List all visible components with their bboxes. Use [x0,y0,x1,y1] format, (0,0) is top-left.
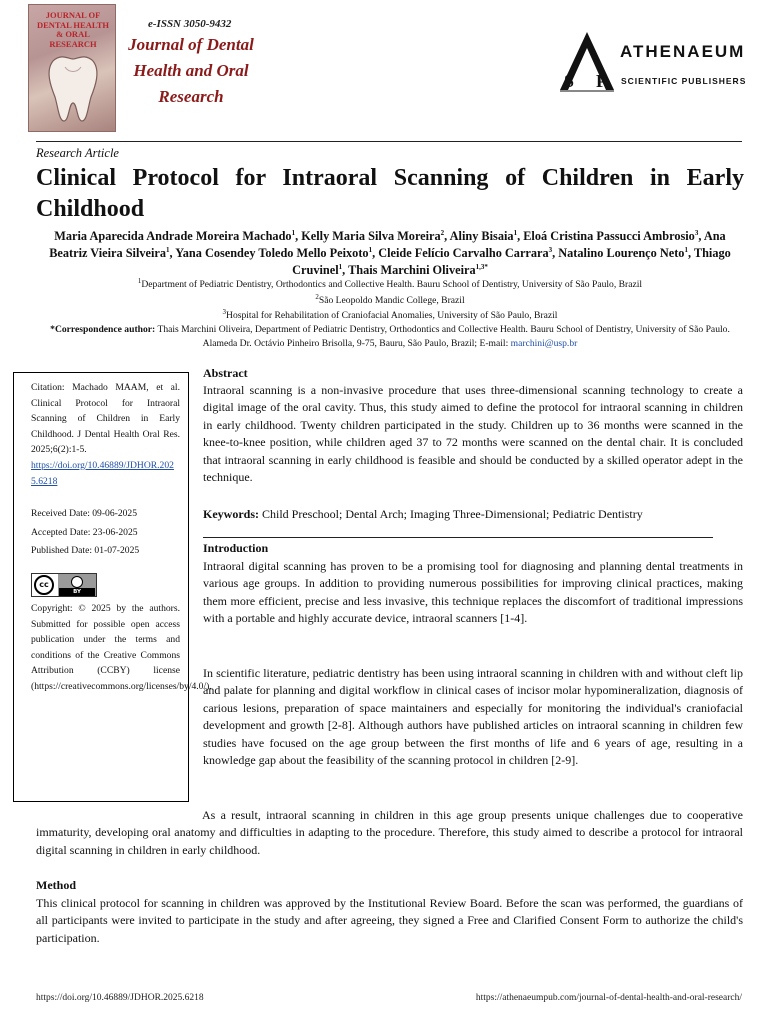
author-affiliation-sup: 1 [291,228,296,237]
dates-block [31,506,180,559]
person-icon [71,576,83,588]
author [348,263,488,277]
correspondence-email-link[interactable]: marchini@usp.br [510,338,578,349]
received-date: Received Date: 09-06-2025 [31,508,138,520]
author-affiliation-sup: 3 [548,245,553,254]
keywords-label: Keywords: [203,507,259,521]
cc-icon: cc [34,575,54,595]
journal-name-line: Research [158,87,224,106]
article-title: Clinical Protocol for Intraoral Scanning of Children in Early Childhood [36,165,744,222]
accepted-date: Accepted Date: 23-06-2025 [31,526,138,538]
svg-text:S: S [564,71,575,91]
author [175,246,372,260]
author-name: Thiago Cruvinel [292,246,731,277]
author-affiliation-sup: 1 [338,262,343,271]
journal-name-line: Health and Oral [133,61,249,80]
author-name: Yana Cosendey Toledo Mello Peixoto [175,246,369,260]
introduction-paragraph: Intraoral digital scanning has proven to be a promising tool for diagnosing and planning dental treatments in various age groups. In addition to providing numerous possibilities for improving clinical practices, making them more efficient, precise and less invasive, this technique replaces the discomfort of traditional impressions with a portable and highly accurate device, intraoral scanners [1-4]. [203,559,743,626]
author-affiliation-sup: 1 [513,228,518,237]
author-name: Aliny Bisaia [449,229,514,243]
author [523,229,698,243]
affiliation-sup: 2 [315,292,319,301]
author-affiliation-sup: 3 [694,228,699,237]
affiliation-text: São Leopoldo Mandic College, Brazil [318,295,465,306]
publisher-name: ATHENAEUM [620,42,746,61]
author [378,246,552,260]
cc-by-license-icon[interactable] [31,573,97,597]
author-affiliation-sup: 1 [166,245,170,254]
correspondence-text: Thais Marchini Oliveira, Department of Pediatric Dentistry, Orthodontics and Collective Health. Bauru School of Dentistry, University of São Paulo. Alameda Dr. Octávio Pinheiro Brisolla, 9-75, Bauru, São Paulo, Brazil; E-mail: [155,324,730,349]
author-affiliation-sup: 1 [684,245,688,254]
author-name: Maria Aparecida Andrade Moreira Machado [54,229,292,243]
correspondence-label: *Correspondence author: [50,324,156,335]
affiliation [36,294,744,307]
abstract-heading: Abstract [203,366,248,380]
keywords-divider [203,537,713,538]
affiliation [36,278,744,291]
author-list: Maria Aparecida Andrade Moreira Machado$^1$, Kelly Maria Silva Moreira$^2$, Aliny Bisaia$^1$, Eloá Cristina Passucci Ambrosio$^3$, Ana Beatriz Vieira Silveira$^1$, Yana Cosendey Toledo Mello Peixoto$^1$, Cleide Felício Carvalho Carrara$^3$, Natalino Lourenço Neto$^1$, Thiago Cruvinel$^1$, Thais Marchini Oliveira$^{1,3*}$ [49,228,731,277]
method-heading: Method [36,878,76,892]
publisher-subtitle: SCIENTIFIC PUBLISHERS [621,76,747,86]
affiliation-text: Department of Pediatric Dentistry, Orthodontics and Collective Health. Bauru School of Dentistry, University of São Paulo, Brazil [141,279,643,290]
cover-title: JOURNAL OF DENTAL HEALTH & ORAL RESEARCH [36,10,110,49]
affiliation [36,309,744,322]
footer-journal-link[interactable]: https://athenaeumpub.com/journal-of-dental-health-and-oral-research/ [475,993,742,1003]
method-paragraph: This clinical protocol for scanning in children was approved by the Institutional Review Board. Before the scan was performed, the guardians of all participants were invited to participate in the study and after agreeing, they signed a Free and Clarified Consent Form to authorize the child's participation. [36,896,743,945]
author-name: Natalino Lourenço Neto [558,246,685,260]
tooth-illustration [43,53,103,125]
author [450,229,517,243]
footer-doi-link[interactable]: https://doi.org/10.46889/JDHOR.2025.6218 [36,993,204,1003]
header-divider [36,141,742,142]
author-affiliation-sup: 1,3* [475,262,488,271]
copyright-text: Copyright: © 2025 by the authors. Submitted for possible open access publication under the terms and conditions of the Creative Commons Attribution (CCBY) license (https://creativecommons.org/licenses/by/4.0/). [31,602,212,692]
doi-link[interactable]: https://doi.org/10.46889/JDHOR.2025.6218 [31,459,174,487]
keywords-text: Child Preschool; Dental Arch; Imaging Three-Dimensional; Pediatric Dentistry [259,507,643,521]
introduction-paragraph: In scientific literature, pediatric dentistry has been using intraoral scanning in children with and without cleft lip and palate for planning and digital workflow in clinical cases of incisor molar hypomineralization, diagnosis of carious lesions, preparation of space maintainers and especially for monitoring the individual's craniofacial development and growth [2-8]. Although authors have published articles on intraoral scanning in children few studies have focused on the age group between the first months of life and 6 years of age, resulting in a knowledge gap about the feasibility of the scanning protocol in children [2-9]. [203,666,743,768]
journal-name-line: Journal of Dental [128,35,254,54]
published-date: Published Date: 01-07-2025 [31,545,140,557]
correspondence [36,323,744,351]
author-name: Thais Marchini Oliveira [348,263,476,277]
author-name: Ana Beatriz Vieira Silveira [49,229,726,260]
citation-text: Citation: Machado MAAM, et al. Clinical Protocol for Intraoral Scanning of Children in Early Childhood. J Dental Health Oral Res. 2025;6(2):1-5. [31,382,180,456]
author [54,229,295,243]
introduction-heading: Introduction [203,541,269,555]
article-type: Research Article [36,146,119,160]
svg-text:P: P [596,71,607,91]
author [558,246,688,260]
author-affiliation-sup: 2 [440,228,445,237]
affiliation-sup: 3 [222,307,227,316]
affiliation-text: Hospital for Rehabilitation of Craniofacial Anomalies, University of São Paulo, Brazil [226,310,558,321]
eissn-label: e-ISSN 3050-9432 [148,18,232,30]
author [301,229,444,243]
athenaeum-logo-icon [556,30,618,92]
abstract-text: Intraoral scanning is a non-invasive procedure that uses three-dimensional scanning technology to create a digital image of the oral cavity. Thus, this study aimed to define the protocol for intraoral scanning in children in early childhood. Twenty children participated in the study. Children up to 36 months were scanned in the knee-to-knee position, while children aged 37 to 72 months were scanned on the dental chair. It is concluded that intraoral scanning in early childhood is feasible and should be conducted by a skilled operator adept in the technique. [203,383,743,485]
author-name: Eloá Cristina Passucci Ambrosio [523,229,695,243]
journal-cover-image [28,4,116,132]
keywords [203,507,743,522]
author-name: Kelly Maria Silva Moreira [301,229,441,243]
author-name: Cleide Felício Carvalho Carrara [378,246,549,260]
introduction-paragraph: As a result, intraoral scanning in children in this age group presents unique challenges due to cooperative immaturity, developing oral anatomy and difficulties in adapting to the procedure. Therefore, this study aimed to describe a protocol for intraoral digital scanning in children in early childhood. [36,808,743,857]
citation-box [13,372,212,802]
cc-by-text: BY [59,588,95,596]
author-affiliation-sup: 1 [368,245,373,254]
affiliation-sup: 1 [137,276,142,285]
journal-name [118,32,264,110]
